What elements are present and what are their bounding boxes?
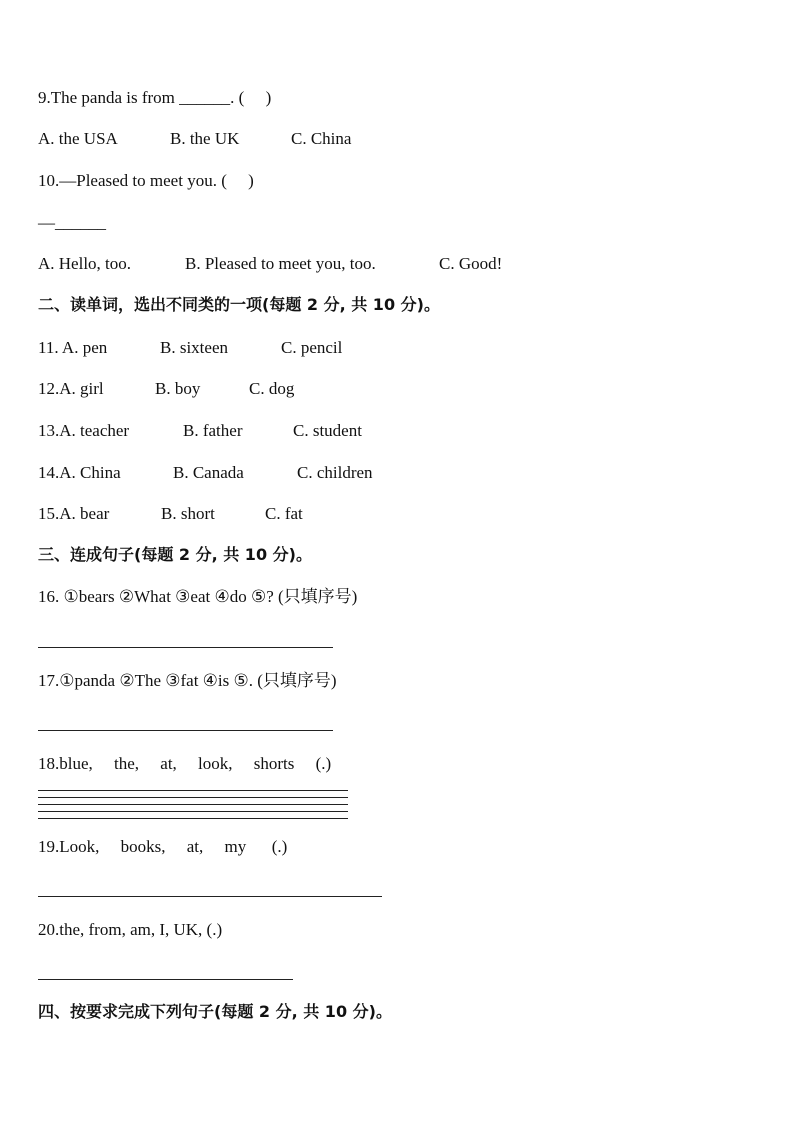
question-13-option-b: B. father (183, 421, 243, 440)
question-19-answer-line (38, 896, 382, 897)
question-20-answer-line (38, 979, 293, 980)
question-9-option-c: C. China (291, 129, 352, 148)
question-10-option-c: C. Good! (439, 254, 503, 273)
question-16-answer-line (38, 647, 333, 648)
question-9-option-a: A. the USA (38, 129, 118, 148)
question-11-option-b: B. sixteen (160, 338, 228, 357)
section-3-heading: 三、连成句子(每题 2 分, 共 10 分)。 (38, 545, 312, 564)
question-18-writing-line (38, 811, 348, 812)
question-14-option-a: 14.A. China (38, 463, 121, 482)
question-9-stem: 9.The panda is from ______. ( ) (38, 88, 272, 107)
question-20-text: 20.the, from, am, I, UK, (.) (38, 920, 223, 939)
section-4-heading: 四、按要求完成下列句子(每题 2 分, 共 10 分)。 (38, 1002, 392, 1021)
question-15-option-c: C. fat (265, 504, 303, 523)
question-18-writing-line (38, 818, 348, 819)
question-9-option-b: B. the UK (170, 129, 240, 148)
question-14-option-c: C. children (297, 463, 373, 482)
question-12-option-c: C. dog (249, 379, 295, 398)
question-11-option-c: C. pencil (281, 338, 343, 357)
question-10-option-a: A. Hello, too. (38, 254, 132, 273)
question-15-option-a: 15.A. bear (38, 504, 110, 523)
question-18-writing-line (38, 804, 348, 805)
question-13-option-a: 13.A. teacher (38, 421, 130, 440)
question-11-option-a: 11. A. pen (38, 338, 108, 357)
question-12-option-a: 12.A. girl (38, 379, 104, 398)
question-19-text: 19.Look, books, at, my (.) (38, 837, 288, 856)
question-13-option-c: C. student (293, 421, 362, 440)
question-17-text: 17.①panda ②The ③fat ④is ⑤. (只填序号) (38, 671, 337, 690)
question-16-text: 16. ①bears ②What ③eat ④do ⑤? (只填序号) (38, 587, 358, 606)
question-18-writing-line (38, 790, 348, 791)
question-10-reply-blank: —______ (38, 213, 106, 232)
question-10-option-b: B. Pleased to meet you, too. (185, 254, 376, 273)
question-15-option-b: B. short (161, 504, 215, 523)
question-12-option-b: B. boy (155, 379, 201, 398)
question-18-writing-line (38, 797, 348, 798)
question-17-answer-line (38, 730, 333, 731)
question-18-text: 18.blue, the, at, look, shorts (.) (38, 754, 332, 773)
question-10-stem: 10.—Pleased to meet you. ( ) (38, 171, 254, 190)
question-14-option-b: B. Canada (173, 463, 244, 482)
section-2-heading: 二、读单词，选出不同类的一项(每题 2 分, 共 10 分)。 (38, 295, 440, 314)
